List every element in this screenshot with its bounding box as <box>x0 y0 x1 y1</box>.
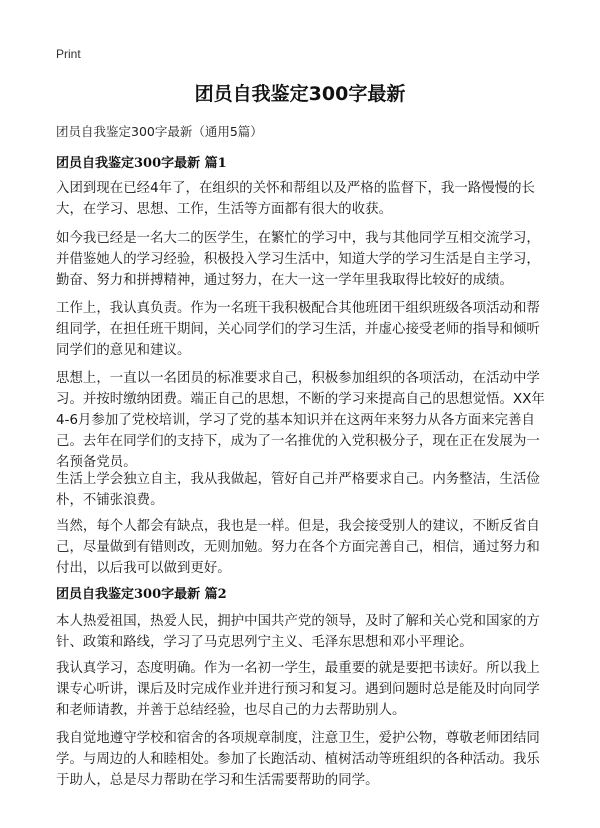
section-heading-2: 团员自我鉴定300字最新 篇2 <box>56 587 227 602</box>
paragraph: 本人热爱祖国，热爱人民，拥护中国共产党的领导，及时了解和关心党和国家的方针、政策和路线，学习了马克思列宁主义、毛泽东思想和邓小平理论。 <box>56 614 540 650</box>
document-subtitle: 团员自我鉴定300字最新（通用5篇） <box>56 124 263 139</box>
paragraph: 我自觉地遵守学校和宿舍的各项规章制度，注意卫生，爱护公物，尊敬老师团结同学。与周边的人和睦相处。参加了长跑活动、植树活动等班组织的各种活动。我乐于助人，总是尽力帮助在学习和生活需要帮助的同学。 <box>56 731 540 788</box>
paragraph: 如今我已经是一名大二的医学生，在繁忙的学习中，我与其他同学互相交流学习，并借鉴她人的学习经验，积极投入学习生活中，知道大学的学习生活是自主学习，勤奋、努力和拼搏精神，通过努力，在大一这一学年里我取得比较好的成绩。 <box>56 231 540 288</box>
paragraph: 思想上，一直以一名团员的标准要求自己，积极参加组织的各项活动，在活动中学习。并按时缴纳团费。端正自己的思想，不断的学习来提高自己的思想觉悟。XX年4-6月参加了党校培训，学习了党的基本知识并在这两年来努力从各方面来完善自己。去年在同学们的支持下，成为了一名推优的入党积极分子，现在正在发展为一名预备党员。 <box>56 371 545 470</box>
page-title: 团员自我鉴定300字最新 <box>194 83 406 105</box>
paragraph: 生活上学会独立自主，我从我做起，管好自己并严格要求自己。内务整洁，生活俭朴，不铺张浪费。 <box>56 472 540 508</box>
paragraph: 工作上，我认真负责。作为一名班干我积极配合其他班团干组织班级各项活动和帮组同学，在担任班干期间，关心同学们的学习生活，并虚心接受老师的指导和倾听同学们的意见和建议。 <box>56 301 540 358</box>
section-heading-1: 团员自我鉴定300字最新 篇1 <box>56 156 227 171</box>
paragraph: 入团到现在已经4年了，在组织的关怀和帮组以及严格的监督下，我一路慢慢的长大，在学习、思想、工作，生活等方面都有很大的收获。 <box>56 181 535 217</box>
paragraph: 我认真学习，态度明确。作为一名初一学生，最重要的就是要把书读好。所以我上课专心听讲，课后及时完成作业并进行预习和复习。遇到问题时总是能及时向同学和老师请教，并善于总结经验，也尽自己的力去帮助别人。 <box>56 661 540 718</box>
paragraph: 当然，每个人都会有缺点，我也是一样。但是，我会接受别人的建议，不断反省自己，尽量做到有错则改，无则加勉。努力在各个方面完善自己，相信，通过努力和付出，以后我可以做到更好。 <box>56 519 540 576</box>
print-label[interactable]: Print <box>56 47 81 61</box>
